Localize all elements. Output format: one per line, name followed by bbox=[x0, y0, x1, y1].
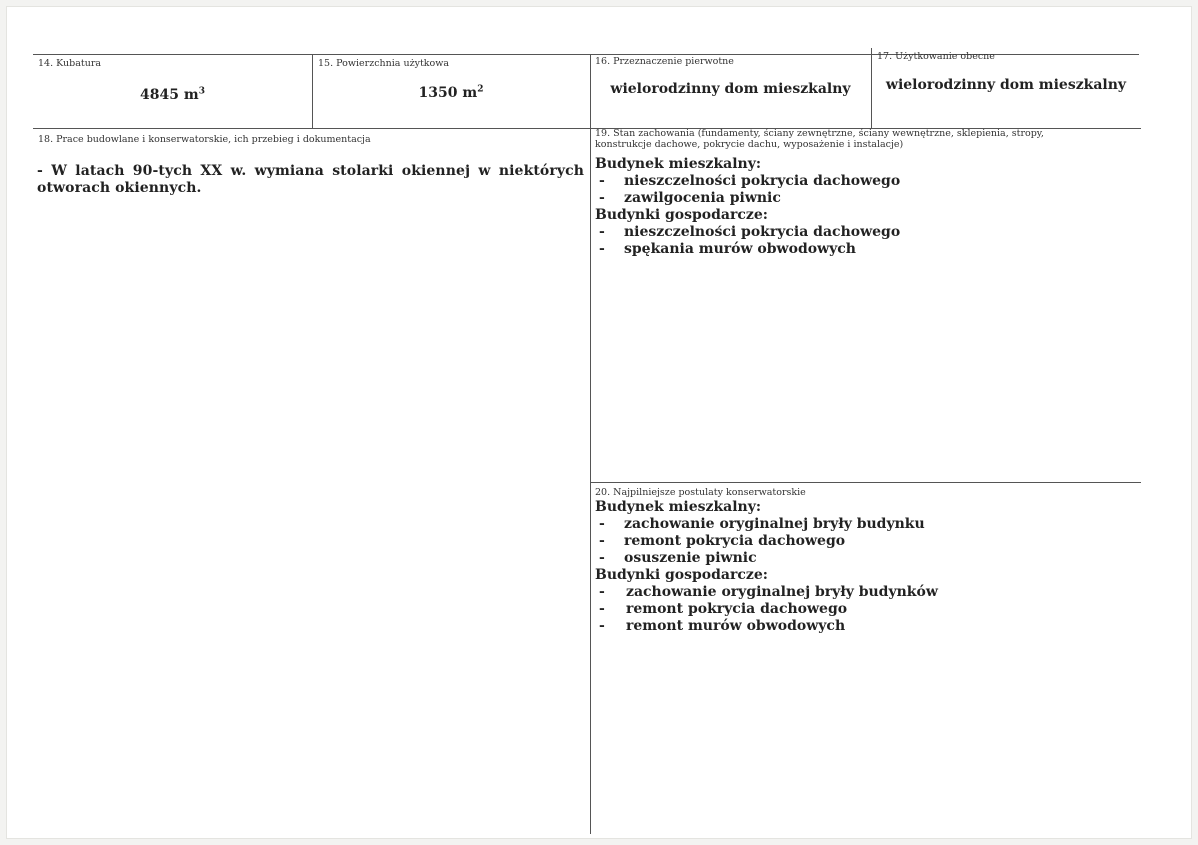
stan-content bbox=[595, 156, 1135, 258]
postulaty-group-heading: Budynek mieszkalny: bbox=[595, 499, 762, 515]
powierzchnia-value: 1350 $m^2$ bbox=[418, 84, 484, 101]
przeznaczenie-label: 16. Przeznaczenie pierwotne bbox=[595, 56, 734, 67]
list-item: - zachowanie oryginalnej bryły budynków bbox=[595, 584, 1135, 601]
postulaty-group-list bbox=[595, 516, 1135, 567]
postulaty-group-list bbox=[595, 584, 1135, 635]
section-20-rule bbox=[590, 482, 1141, 483]
kubatura-label: 14. Kubatura bbox=[38, 58, 102, 69]
kubatura-value: 4845 $m^3$ bbox=[140, 86, 205, 103]
stan-label-line2: konstrukcje dachowe, pokrycie dachu, wyposażenie i instalacje) bbox=[595, 139, 904, 150]
powierzchnia-unit-exponent: 2 bbox=[477, 84, 484, 95]
postulaty-content bbox=[595, 499, 1135, 635]
stan-group-heading: Budynek mieszkalny: bbox=[595, 156, 762, 172]
uzytkowanie-value: wielorodzinny dom mieszkalny bbox=[885, 77, 1127, 93]
divider-main bbox=[590, 54, 591, 834]
list-item: - zachowanie oryginalnej bryły budynku bbox=[595, 516, 1135, 533]
form-sheet bbox=[6, 6, 1192, 839]
list-item: - osuszenie piwnic bbox=[595, 550, 1135, 567]
stan-label-line1: 19. Stan zachowania (fundamenty, ściany zewnętrzne, ściany wewnętrzne, sklepienia, stropy, bbox=[595, 128, 1044, 139]
powierzchnia-label: 15. Powierzchnia użytkowa bbox=[318, 58, 450, 69]
list-item: - remont murów obwodowych bbox=[595, 618, 1135, 635]
list-item: - zawilgocenia piwnic bbox=[595, 190, 1135, 207]
list-item: - remont pokrycia dachowego bbox=[595, 601, 1135, 618]
postulaty-group-heading: Budynki gospodarcze: bbox=[595, 567, 768, 583]
stan-group-list bbox=[595, 173, 1135, 207]
stan-group-heading: Budynki gospodarcze: bbox=[595, 207, 768, 223]
list-item: - remont pokrycia dachowego bbox=[595, 533, 1135, 550]
list-item: - nieszczelności pokrycia dachowego bbox=[595, 224, 1135, 241]
list-item: - spękania murów obwodowych bbox=[595, 241, 1135, 258]
przeznaczenie-value: wielorodzinny dom mieszkalny bbox=[610, 81, 851, 97]
postulaty-label: 20. Najpilniejsze postulaty konserwatorskie bbox=[595, 487, 806, 498]
stan-group-list bbox=[595, 224, 1135, 258]
uzytkowanie-label: 17. Użytkowanie obecne bbox=[877, 51, 995, 62]
prace-label: 18. Prace budowlane i konserwatorskie, ich przebieg i dokumentacja bbox=[38, 134, 371, 145]
prace-text: - W latach 90-tych XX w. wymiana stolarki okiennej w niektórych otworach okiennych. bbox=[37, 163, 584, 196]
list-item: - nieszczelności pokrycia dachowego bbox=[595, 173, 1135, 190]
kubatura-unit-exponent: 3 bbox=[198, 86, 205, 97]
